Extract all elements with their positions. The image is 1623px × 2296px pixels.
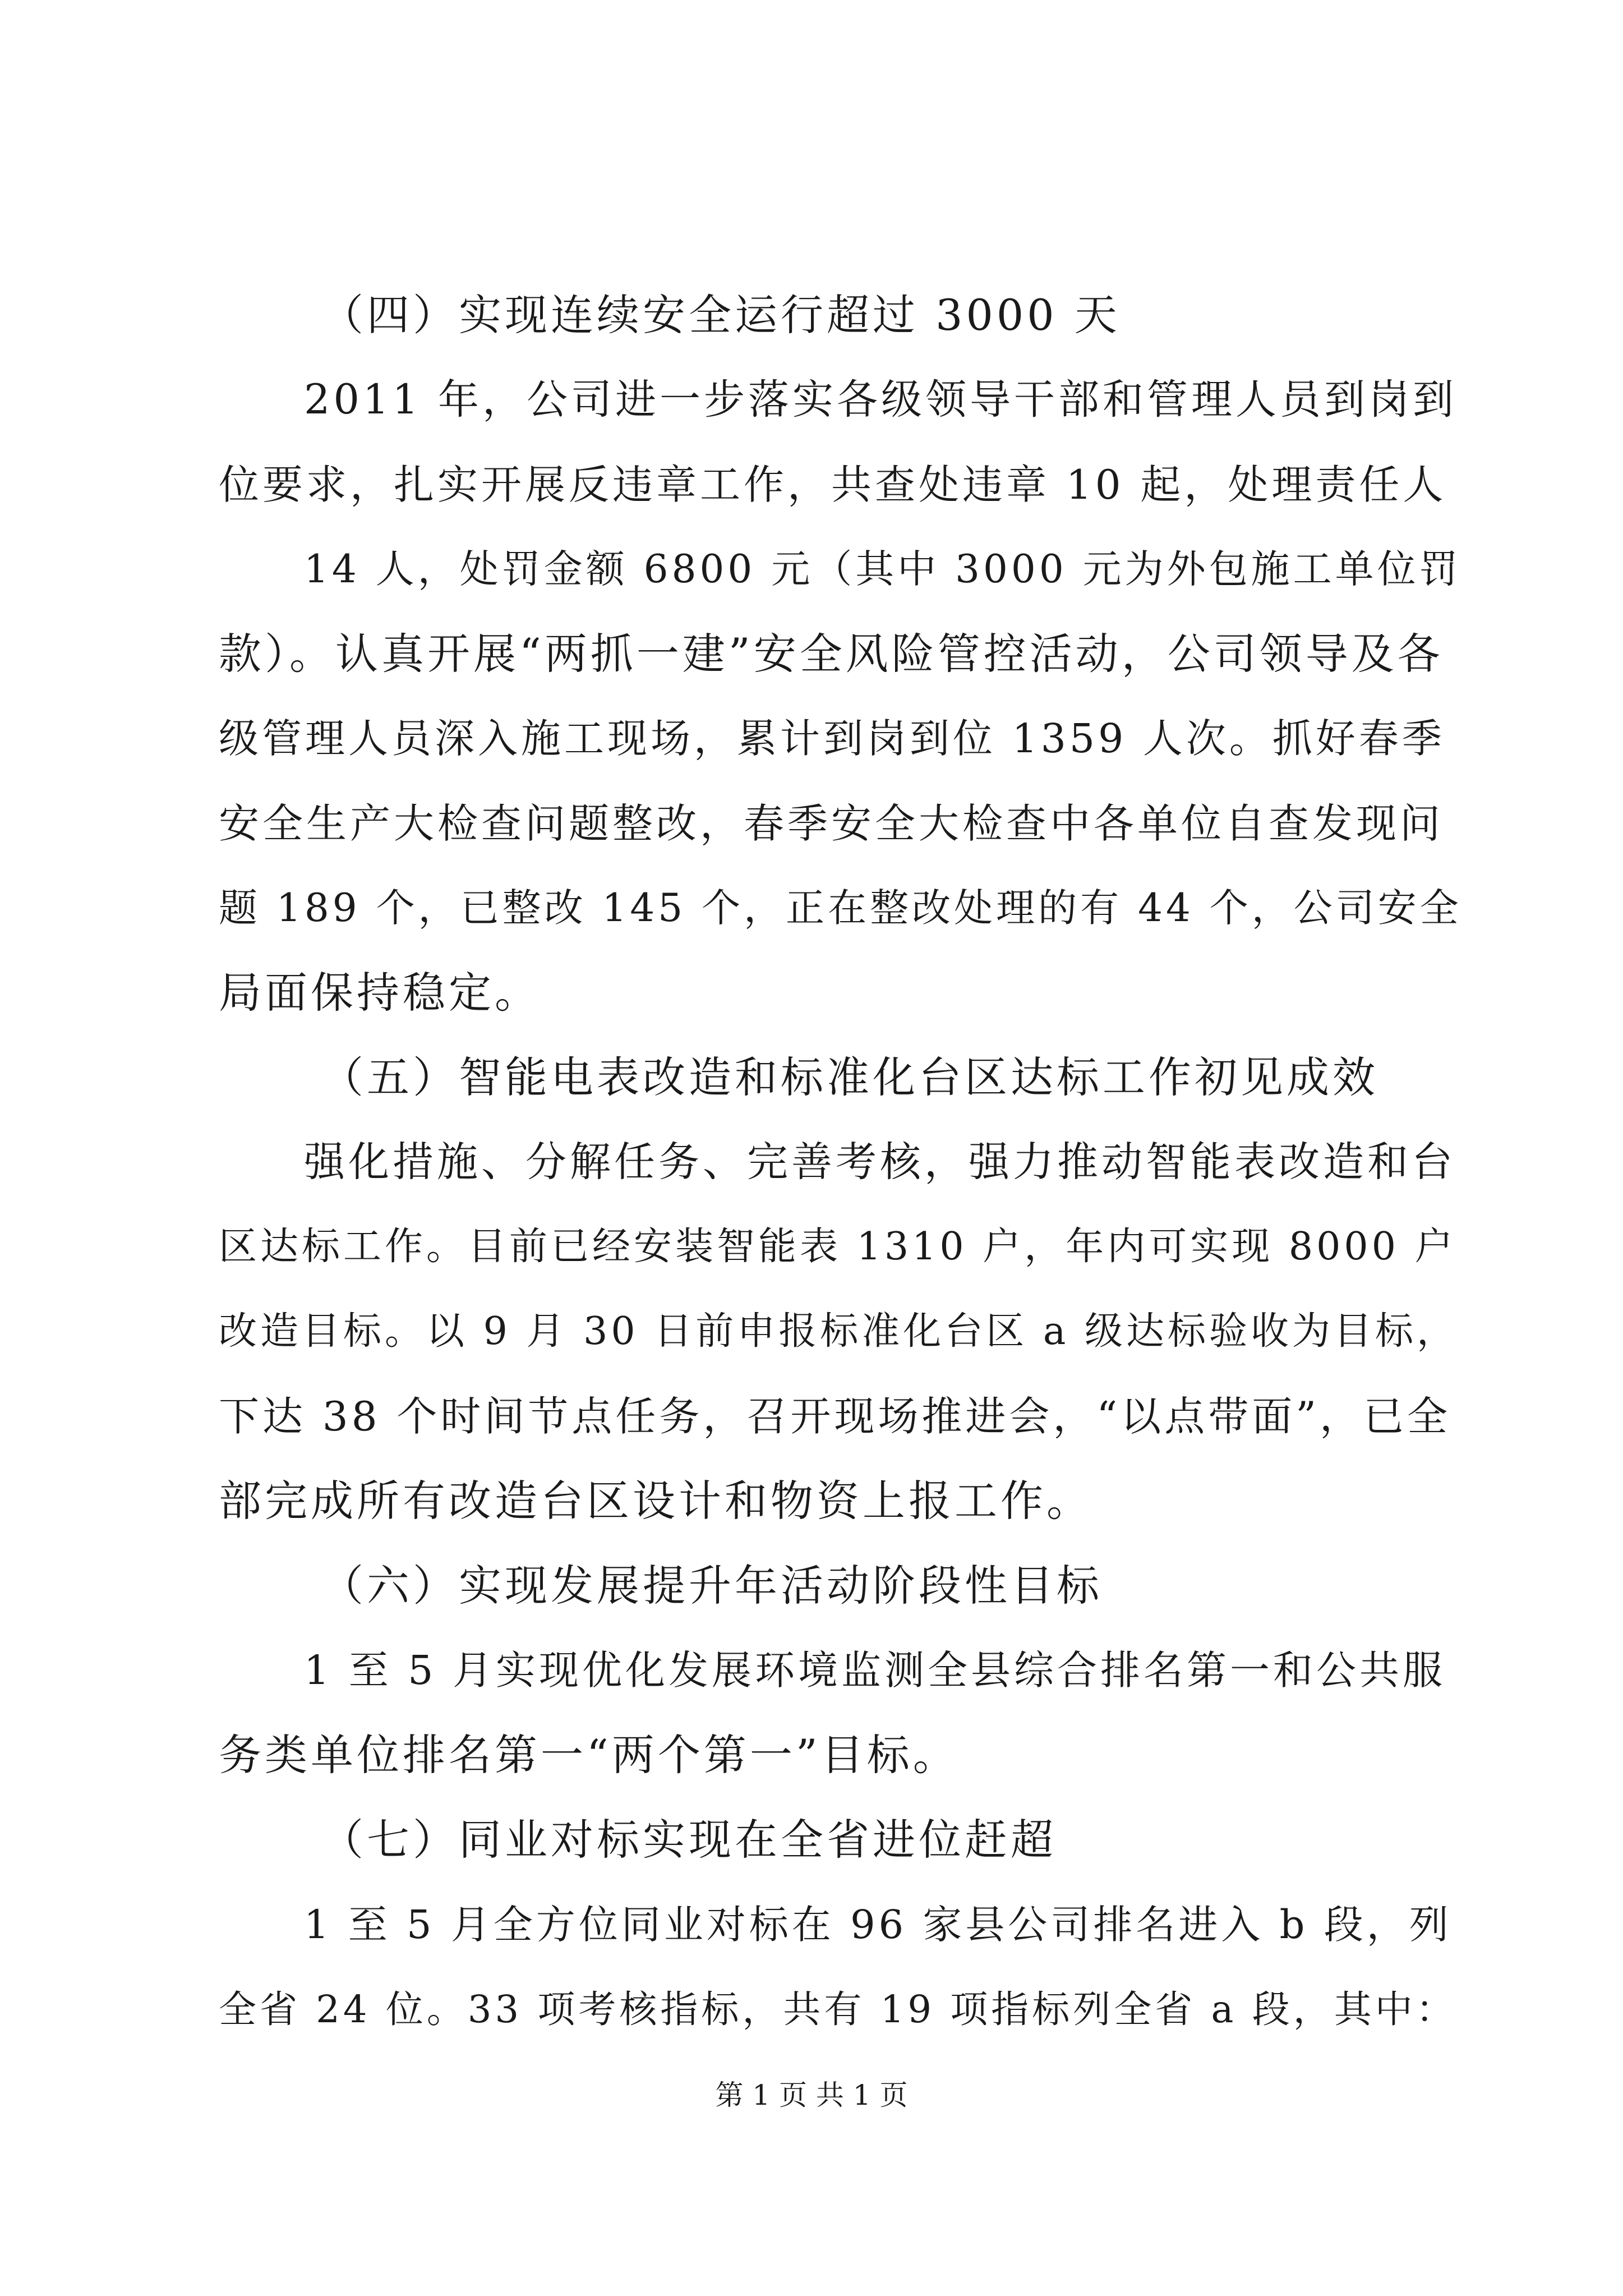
paragraph-line: 改造目标。以 9 月 30 日前申报标准化台区 a 级达标验收为目标， [219,1309,1459,1354]
heading-section-7: （七）同业对标实现在全省进位赶超 [321,1815,1057,1865]
paragraph-line: 强化措施、分解任务、完善考核，强力推动智能表改造和台 [304,1138,1456,1186]
paragraph-line: 2011 年，公司进一步落实各级领导干部和管理人员到岗到 [304,376,1457,424]
paragraph-line: 位要求，扎实开展反违章工作，共查处违章 10 起，处理责任人 [219,461,1447,508]
paragraph-line: 局面保持稳定。 [219,968,541,1018]
paragraph-line: 1 至 5 月实现优化发展环境监测全县综合排名第一和公共服 [304,1647,1446,1694]
paragraph-line: 部完成所有改造台区设计和物资上报工作。 [219,1476,1092,1526]
paragraph-line: 题 189 个，已整改 145 个，正在整改处理的有 44 个，公司安全 [219,886,1462,931]
heading-section-4: （四）实现连续安全运行超过 3000 天 [321,290,1121,340]
paragraph-line: 下达 38 个时间节点任务，召开现场推进会，“以点带面”，已全 [219,1393,1451,1440]
paragraph-line: 14 人，处罚金额 6800 元（其中 3000 元为外包施工单位罚 [304,547,1461,592]
heading-section-5: （五）智能电表改造和标准化台区达标工作初见成效 [321,1052,1378,1102]
paragraph-line: 区达标工作。目前已经安装智能表 1310 户，年内可实现 8000 户 [219,1225,1456,1269]
paragraph-line: 级管理人员深入施工现场，累计到岗到位 1359 人次。抓好春季 [219,715,1445,762]
paragraph-line: 务类单位排名第一“两个第一”目标。 [219,1730,959,1780]
paragraph-line: 全省 24 位。33 项考核指标，共有 19 项指标列全省 a 段，其中： [219,1987,1457,2031]
paragraph-line: 安全生产大检查问题整改，春季安全大检查中各单位自查发现问 [219,800,1444,847]
paragraph-line: 1 至 5 月全方位同业对标在 96 家县公司排名进入 b 段，列 [304,1902,1452,1948]
heading-section-6: （六）实现发展提升年活动阶段性目标 [321,1561,1103,1611]
paragraph-line: 款）。认真开展“两抓一建”安全风险管控活动，公司领导及各 [219,629,1444,679]
page-number-footer: 第 1 页 共 1 页 [715,2079,908,2111]
